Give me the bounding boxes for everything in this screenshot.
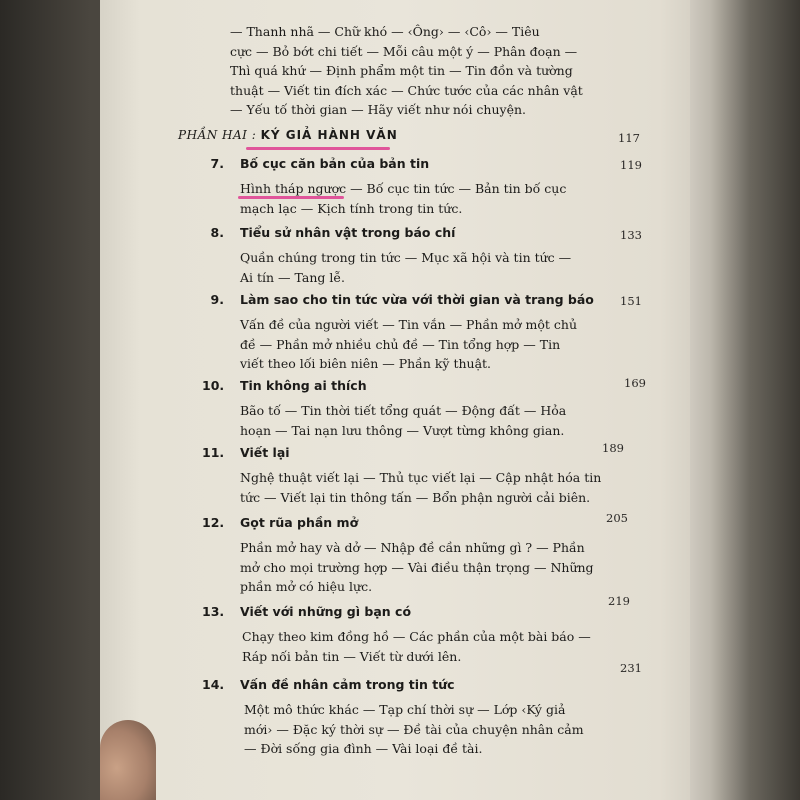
highlighter-mark <box>238 196 344 199</box>
desc-line: Bão tố — Tin thời tiết tổng quát — Động đất — Hỏa <box>240 403 567 418</box>
chapter-number: 11. <box>202 445 225 460</box>
chapter-number: 7. <box>210 156 224 171</box>
page-number: 151 <box>620 294 642 308</box>
desc-line: Ai tín — Tang lễ. <box>240 269 346 285</box>
thumb <box>100 720 156 800</box>
desc-line: Một mô thức khác — Tạp chí thời sự — Lớp ‹Ký giả <box>244 702 566 717</box>
chapter-description <box>240 248 650 287</box>
chapter-description <box>240 538 660 597</box>
desc-line: Ráp nối bản tin — Viết từ dưới lên. <box>242 648 462 664</box>
desc-line: mới› — Đặc ký thời sự — Đề tài của chuyện nhân cảm <box>244 721 584 737</box>
chapter-title: Làm sao cho tin tức vừa với thời gian và trang báo <box>240 292 594 307</box>
part-label: PHẦN HAI : <box>178 128 257 142</box>
chapter-title: Vấn đề nhân cảm trong tin tức <box>240 677 455 692</box>
desc-line: phần mở có hiệu lực. <box>240 579 373 594</box>
page-number: 231 <box>620 661 642 675</box>
page-number: 117 <box>618 131 640 145</box>
desc-line: Vấn đề của người viết — Tin vắn — Phần mở một chủ <box>240 317 578 332</box>
chapter-description <box>244 700 664 759</box>
desc-line: Nghệ thuật viết lại — Thủ tục viết lại — Cập nhật hóa tin <box>240 470 602 485</box>
desc-line: — Đời sống gia đình — Vài loại đề tài. <box>244 741 483 756</box>
chapter-description <box>242 627 662 666</box>
chapter-title: Viết lại <box>240 445 290 460</box>
chapter-number: 13. <box>202 604 225 619</box>
desc-line: tức — Viết lại tin thông tấn — Bổn phận người cải biên. <box>240 489 591 505</box>
page-number: 205 <box>606 511 628 525</box>
chapter-number: 12. <box>202 515 225 530</box>
chapter-title: Gọt rũa phần mở <box>240 515 359 530</box>
desc-line: Chạy theo kim đồng hồ — Các phần của một bài báo — <box>242 629 591 644</box>
page-number: 189 <box>602 441 624 455</box>
page-number: 119 <box>620 158 642 172</box>
page-number: 219 <box>608 594 630 608</box>
desc-line: Thì quá khứ — Định phẩm một tin — Tin đồn và tường <box>230 63 573 78</box>
desc-line: mở cho mọi trường hợp — Vài điều thận trọng — Những <box>240 559 594 575</box>
chapter-title: Bố cục căn bản của bản tin <box>240 156 430 171</box>
desc-line: mạch lạc — Kịch tính trong tin tức. <box>240 200 463 216</box>
desc-line: Quần chúng trong tin tức — Mục xã hội và tin tức — <box>240 250 572 265</box>
chapter-title: Viết với những gì bạn có <box>240 604 412 619</box>
page-number: 133 <box>620 228 642 242</box>
part-heading <box>178 128 398 142</box>
page-number: 169 <box>624 376 646 390</box>
desc-line: Phần mở hay và dở — Nhập đề cần những gì ? — Phần <box>240 540 585 555</box>
chapter-description <box>240 315 650 374</box>
desc-line: viết theo lối biên niên — Phần kỹ thuật. <box>240 356 492 371</box>
desc-line: thuật — Viết tin đích xác — Chức tước của các nhân vật <box>230 82 583 98</box>
chapter-title: Tiểu sử nhân vật trong báo chí <box>240 225 456 240</box>
chapter-description <box>240 468 660 507</box>
chapter-number: 8. <box>210 225 224 240</box>
page-edge-shadow <box>690 0 800 800</box>
desc-line: hoạn — Tai nạn lưu thông — Vượt từng không gian. <box>240 422 565 438</box>
chapter-number: 14. <box>202 677 225 692</box>
chapter-title: Tin không ai thích <box>240 378 367 393</box>
desc-line: đề — Phần mở nhiều chủ đề — Tin tổng hợp — Tin <box>240 336 561 352</box>
table-of-contents <box>130 0 650 800</box>
highlighter-mark <box>246 147 390 150</box>
desc-line: Hình tháp ngược — Bố cục tin tức — Bản tin bố cục <box>240 181 567 196</box>
part-title: KÝ GIẢ HÀNH VĂN <box>260 128 398 142</box>
intro-description <box>230 22 650 120</box>
chapter-number: 9. <box>210 292 224 307</box>
desc-line: — Yếu tố thời gian — Hãy viết như nói chuyện. <box>230 102 526 117</box>
desc-line: — Thanh nhã — Chữ khó — ‹Ông› — ‹Cô› — Tiêu <box>230 24 540 39</box>
chapter-number: 10. <box>202 378 225 393</box>
desc-line: cực — Bỏ bớt chi tiết — Mỗi câu một ý — Phân đoạn — <box>230 43 578 59</box>
chapter-description <box>240 401 650 440</box>
